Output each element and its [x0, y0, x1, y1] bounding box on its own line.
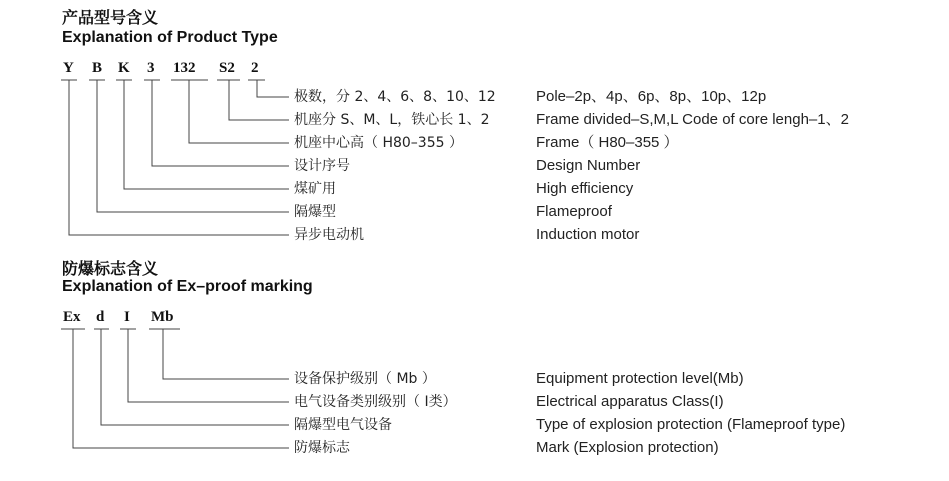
ex-desc-en-mark: Mark (Explosion protection) — [536, 439, 719, 456]
code-3: 3 — [147, 60, 155, 76]
desc-en-frame-height: Frame（ H80–355 ） — [536, 134, 679, 151]
ex-desc-en-protection-level: Equipment protection level(Mb) — [536, 370, 744, 387]
code-d: d — [96, 309, 105, 325]
leader-flameproof — [97, 80, 289, 212]
code-i: I — [124, 309, 130, 325]
ex-desc-cn-flameproof-type: 隔爆型电气设备 — [294, 417, 392, 433]
code-b: B — [92, 60, 103, 76]
desc-en-pole: Pole–2p、4p、6p、8p、10p、12p — [536, 88, 767, 105]
desc-cn-coal-mine: 煤矿用 — [294, 181, 336, 197]
code-y: Y — [63, 60, 74, 76]
leader-design-number — [152, 80, 289, 166]
product-type-title-cn: 产品型号含义 — [62, 8, 159, 27]
desc-cn-pole: 极数，分 2、4、6、8、10、12 — [294, 89, 496, 105]
leader-frame-size — [229, 80, 289, 120]
desc-cn-induction-motor: 异步电动机 — [294, 227, 364, 243]
ex-marking-title-en: Explanation of Ex–proof marking — [62, 278, 313, 295]
code-2: 2 — [251, 60, 259, 76]
desc-en-induction-motor: Induction motor — [536, 226, 640, 243]
desc-cn-flameproof: 隔爆型 — [294, 204, 336, 220]
leader-mark — [73, 329, 289, 448]
leader-frame-height — [189, 80, 289, 143]
ex-desc-en-flameproof-type: Type of explosion protection (Flameproof type) — [536, 416, 846, 433]
leader-pole — [257, 80, 289, 97]
ex-desc-en-apparatus-class: Electrical apparatus Class(I) — [536, 393, 724, 410]
desc-en-design-number: Design Number — [536, 157, 641, 174]
code-s2: S2 — [219, 60, 235, 76]
leader-flameproof-type — [101, 329, 289, 425]
leader-coal-mine — [124, 80, 289, 189]
desc-en-flameproof: Flameproof — [536, 203, 612, 220]
desc-cn-design-number: 设计序号 — [294, 158, 350, 174]
ex-marking-title-cn: 防爆标志含义 — [62, 259, 159, 278]
desc-en-frame-size: Frame divided–S,M,L Code of core lengh–1、2 — [536, 111, 849, 128]
leader-apparatus-class — [128, 329, 289, 402]
ex-desc-cn-mark: 防爆标志 — [294, 440, 350, 456]
code-ex: Ex — [63, 309, 81, 325]
code-132: 132 — [173, 60, 196, 76]
ex-desc-cn-apparatus-class: 电气设备类别级别（ Ⅰ类） — [294, 394, 457, 410]
desc-cn-frame-size: 机座分 S、M、L，铁心长 1、2 — [294, 112, 490, 128]
ex-desc-cn-protection-level: 设备保护级别（ Mb ） — [294, 371, 436, 387]
product-type-title-en: Explanation of Product Type — [62, 29, 278, 46]
code-k: K — [118, 60, 130, 76]
leader-protection-level — [163, 329, 289, 379]
desc-cn-frame-height: 机座中心高（ H80–355 ） — [294, 135, 463, 151]
desc-en-high-efficiency: High efficiency — [536, 180, 634, 197]
code-mb: Mb — [151, 309, 174, 325]
